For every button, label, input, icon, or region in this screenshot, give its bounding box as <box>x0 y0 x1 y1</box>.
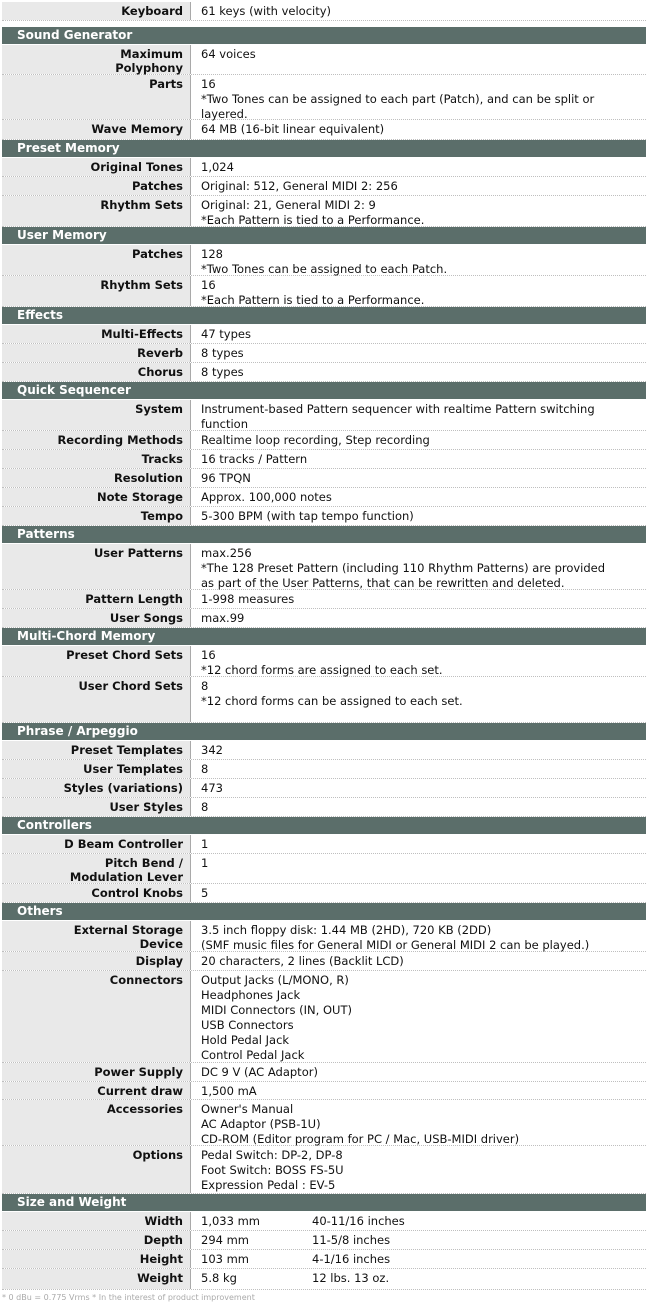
spec-row-pitch-bend-modulation-lever <box>2 854 646 884</box>
spec-label: Pitch Bend / Modulation Lever <box>2 854 191 883</box>
spec-row-tracks <box>2 450 646 469</box>
spec-value-line: *12 chord forms can be assigned to each set. <box>201 694 463 708</box>
spec-label: Parts <box>2 75 191 119</box>
spec-value <box>201 400 642 432</box>
spec-value <box>201 921 642 953</box>
spec-row-multi-effects <box>2 325 646 344</box>
spec-label: Maximum Polyphony <box>2 45 191 74</box>
spec-row-external-storage-device <box>2 921 646 952</box>
imperial-value: 11-5/8 inches <box>312 1233 391 1247</box>
spec-value <box>201 544 642 591</box>
spec-value-line: 1,500 mA <box>201 1084 257 1098</box>
spec-label: User Patterns <box>2 544 191 589</box>
spec-value <box>201 609 642 626</box>
spec-row-tempo <box>2 507 646 526</box>
section-header-controllers: Controllers <box>2 817 646 834</box>
spec-value <box>201 45 642 62</box>
spec-value-line: 3.5 inch floppy disk: 1.44 MB (2HD), 720 KB (2DD) <box>201 923 492 937</box>
spec-label: User Styles <box>2 798 191 816</box>
spec-value <box>201 1269 642 1286</box>
spec-value-line: 8 types <box>201 346 244 360</box>
spec-row-current-draw <box>2 1082 646 1100</box>
section-header-user-memory: User Memory <box>2 227 646 244</box>
spec-value <box>201 741 642 758</box>
section-header-quick-sequencer: Quick Sequencer <box>2 382 646 399</box>
spec-value <box>201 779 642 796</box>
spec-label: Patches <box>2 177 191 195</box>
section-header-effects: Effects <box>2 307 646 324</box>
spec-value-line: 8 <box>201 679 209 693</box>
spec-value-line: *The 128 Preset Pattern (including 110 Rhythm Patterns) are provided <box>201 561 606 575</box>
spec-row-weight <box>2 1269 646 1290</box>
spec-value <box>201 431 642 448</box>
spec-value <box>201 120 642 137</box>
spec-value-line: Output Jacks (L/MONO, R) <box>201 973 349 987</box>
spec-label: Height <box>2 1250 191 1268</box>
spec-label: Multi-Effects <box>2 325 191 343</box>
spec-row-width <box>2 1212 646 1231</box>
spec-value-line: 16 tracks / Pattern <box>201 452 308 466</box>
spec-value <box>201 507 642 524</box>
spec-value-line: 64 MB (16-bit linear equivalent) <box>201 122 385 136</box>
spec-value <box>201 1231 642 1248</box>
spec-row-styles-variations <box>2 779 646 798</box>
spec-value-line: 8 <box>201 800 209 814</box>
spec-label: User Templates <box>2 760 191 778</box>
spec-value-line: 5 <box>201 886 209 900</box>
footer-note: * 0 dBu = 0.775 Vrms * In the interest of product improvement <box>2 1293 255 1302</box>
spec-label: Depth <box>2 1231 191 1249</box>
spec-label: Recording Methods <box>2 431 191 449</box>
spec-row-keyboard <box>2 2 646 21</box>
section-header-others: Others <box>2 903 646 920</box>
spec-value <box>201 590 642 607</box>
spec-label: Connectors <box>2 971 191 1062</box>
spec-label: Note Storage <box>2 488 191 506</box>
spec-value-line: 1,024 <box>201 160 234 174</box>
spec-value-line: 16 <box>201 648 216 662</box>
spec-value <box>201 344 642 361</box>
spec-label: Reverb <box>2 344 191 362</box>
spec-value-line: USB Connectors <box>201 1018 294 1032</box>
spec-value-line: 16 <box>201 77 216 91</box>
spec-label: Control Knobs <box>2 884 191 902</box>
spec-row-control-knobs <box>2 884 646 903</box>
spec-label: Pattern Length <box>2 590 191 608</box>
spec-value <box>201 2 642 19</box>
spec-row-system <box>2 400 646 431</box>
spec-value-line: 128 <box>201 247 223 261</box>
spec-row-preset-chord-sets <box>2 646 646 677</box>
spec-value-line: 47 types <box>201 327 251 341</box>
spec-row-pattern-length <box>2 590 646 609</box>
spec-value-line: as part of the User Patterns, that can be rewritten and deleted. <box>201 576 565 590</box>
spec-label: Wave Memory <box>2 120 191 139</box>
spec-label: Patches <box>2 245 191 275</box>
spec-value <box>201 363 642 380</box>
spec-value <box>201 677 642 709</box>
spec-value-line: Foot Switch: BOSS FS-5U <box>201 1163 344 1177</box>
spec-label: Display <box>2 952 191 970</box>
spec-value <box>201 646 642 678</box>
spec-row-user-songs <box>2 609 646 628</box>
spec-label: User Chord Sets <box>2 677 191 722</box>
spec-label: Original Tones <box>2 158 191 176</box>
section-header-patterns: Patterns <box>2 526 646 543</box>
spec-row-display <box>2 952 646 971</box>
spec-value <box>201 158 642 175</box>
spec-row-recording-methods <box>2 431 646 450</box>
spec-row-preset-templates <box>2 741 646 760</box>
spec-label: Preset Templates <box>2 741 191 759</box>
spec-value-line: 473 <box>201 781 223 795</box>
spec-value-line: 96 TPQN <box>201 471 251 485</box>
spec-row-user-templates <box>2 760 646 779</box>
spec-value <box>201 488 642 505</box>
spec-value <box>201 1082 642 1099</box>
spec-row-depth <box>2 1231 646 1250</box>
spec-label: Chorus <box>2 363 191 381</box>
section-header-size-and-weight: Size and Weight <box>2 1194 646 1211</box>
spec-value-line: *Each Pattern is tied to a Performance. <box>201 293 425 307</box>
spec-value-line: 16 <box>201 278 216 292</box>
spec-label: Width <box>2 1212 191 1230</box>
spec-value-line: 8 types <box>201 365 244 379</box>
metric-value: 1,033 mm <box>201 1214 260 1228</box>
section-header-sound-generator: Sound Generator <box>2 27 646 44</box>
spec-value-line: MIDI Connectors (IN, OUT) <box>201 1003 352 1017</box>
spec-value <box>201 469 642 486</box>
spec-value <box>201 1100 642 1147</box>
spec-label: Styles (variations) <box>2 779 191 797</box>
spec-value <box>201 1212 642 1229</box>
spec-label: Preset Chord Sets <box>2 646 191 676</box>
spec-value <box>201 971 642 1063</box>
spec-label: User Songs <box>2 609 191 627</box>
spec-value <box>201 325 642 342</box>
spec-value <box>201 75 642 122</box>
spec-row-maximum-polyphony <box>2 45 646 75</box>
spec-value-line: function <box>201 417 248 431</box>
spec-value-line: 342 <box>201 743 223 757</box>
spec-value-line: Owner's Manual <box>201 1102 294 1116</box>
spec-value-line: (SMF music files for General MIDI or General MIDI 2 can be played.) <box>201 938 590 952</box>
spec-label: Rhythm Sets <box>2 196 191 226</box>
spec-label: Resolution <box>2 469 191 487</box>
spec-value <box>201 196 642 228</box>
spec-value <box>201 245 642 277</box>
spec-value-line: *Two Tones can be assigned to each Patch. <box>201 262 448 276</box>
spec-value-line: 20 characters, 2 lines (Backlit LCD) <box>201 954 404 968</box>
spec-label: Tempo <box>2 507 191 525</box>
metric-value: 103 mm <box>201 1252 250 1266</box>
spec-row-patches <box>2 245 646 276</box>
spec-row-rhythm-sets <box>2 276 646 307</box>
spec-value-line <box>201 1233 642 1248</box>
spec-label: External Storage Device <box>2 921 191 951</box>
spec-label: Accessories <box>2 1100 191 1145</box>
imperial-value: 4-1/16 inches <box>312 1252 391 1266</box>
spec-row-reverb <box>2 344 646 363</box>
spec-value-line: 61 keys (with velocity) <box>201 4 332 18</box>
spec-row-user-styles <box>2 798 646 817</box>
spec-row-accessories <box>2 1100 646 1146</box>
spec-row-connectors <box>2 971 646 1063</box>
spec-row-chorus <box>2 363 646 382</box>
spec-label: Options <box>2 1146 191 1193</box>
spec-value <box>201 952 642 969</box>
spec-label: Rhythm Sets <box>2 276 191 306</box>
spec-value-line: Expression Pedal : EV-5 <box>201 1178 336 1192</box>
spec-value-line: 64 voices <box>201 47 256 61</box>
spec-row-patches <box>2 177 646 196</box>
spec-value <box>201 177 642 194</box>
spec-label: Keyboard <box>2 2 191 20</box>
spec-label: D Beam Controller <box>2 835 191 853</box>
spec-value-line: 1-998 measures <box>201 592 295 606</box>
spec-value-line: Headphones Jack <box>201 988 301 1002</box>
spec-value-line: AC Adaptor (PSB-1U) <box>201 1117 321 1131</box>
spec-value-line: Realtime loop recording, Step recording <box>201 433 430 447</box>
spec-value-line: Pedal Switch: DP-2, DP-8 <box>201 1148 343 1162</box>
spec-value-line: Control Pedal Jack <box>201 1048 305 1062</box>
spec-row-rhythm-sets <box>2 196 646 227</box>
spec-value-line: Instrument-based Pattern sequencer with realtime Pattern switching <box>201 402 595 416</box>
spec-value <box>201 760 642 777</box>
imperial-value: 12 lbs. 13 oz. <box>312 1271 390 1285</box>
spec-value <box>201 450 642 467</box>
spec-row-height <box>2 1250 646 1269</box>
spec-value-line: DC 9 V (AC Adaptor) <box>201 1065 318 1079</box>
spec-label: Weight <box>2 1269 191 1289</box>
spec-row-power-supply <box>2 1063 646 1082</box>
imperial-value: 40-11/16 inches <box>312 1214 405 1228</box>
section-header-preset-memory: Preset Memory <box>2 140 646 157</box>
spec-value <box>201 854 642 871</box>
spec-row-note-storage <box>2 488 646 507</box>
spec-value <box>201 1063 642 1080</box>
spec-value <box>201 798 642 815</box>
spec-row-parts <box>2 75 646 120</box>
spec-value-line: *12 chord forms are assigned to each set. <box>201 663 443 677</box>
spec-row-options <box>2 1146 646 1194</box>
spec-value-line: layered. <box>201 107 248 121</box>
spec-value-line: Hold Pedal Jack <box>201 1033 290 1047</box>
spec-row-resolution <box>2 469 646 488</box>
spec-value <box>201 1250 642 1267</box>
spec-value-line: max.256 <box>201 546 252 560</box>
spec-value-line: Original: 512, General MIDI 2: 256 <box>201 179 398 193</box>
spec-value-line <box>201 1214 642 1229</box>
spec-label: System <box>2 400 191 430</box>
spec-value-line: 5-300 BPM (with tap tempo function) <box>201 509 414 523</box>
spec-label: Current draw <box>2 1082 191 1099</box>
spec-row-d-beam-controller <box>2 835 646 854</box>
spec-value-line: CD-ROM (Editor program for PC / Mac, USB-MIDI driver) <box>201 1132 520 1146</box>
section-header-multi-chord-memory: Multi-Chord Memory <box>2 628 646 645</box>
spec-label: Tracks <box>2 450 191 468</box>
section-header-phrase-arpeggio: Phrase / Arpeggio <box>2 723 646 740</box>
metric-value: 294 mm <box>201 1233 250 1247</box>
spec-value-line: 8 <box>201 762 209 776</box>
spec-row-user-chord-sets <box>2 677 646 723</box>
spec-row-original-tones <box>2 158 646 177</box>
metric-value: 5.8 kg <box>201 1271 237 1285</box>
spec-row-wave-memory <box>2 120 646 140</box>
spec-value-line <box>201 1252 642 1267</box>
spec-value-line <box>201 1271 642 1286</box>
spec-value <box>201 276 642 308</box>
spec-value-line: *Each Pattern is tied to a Performance. <box>201 213 425 227</box>
spec-value-line: 1 <box>201 837 209 851</box>
spec-value-line: Approx. 100,000 notes <box>201 490 332 504</box>
spec-value <box>201 1146 642 1193</box>
spec-value <box>201 884 642 901</box>
spec-value-line: Original: 21, General MIDI 2: 9 <box>201 198 376 212</box>
spec-value-line: max.99 <box>201 611 245 625</box>
spec-value-line: *Two Tones can be assigned to each part (Patch), and can be split or <box>201 92 595 106</box>
spec-value <box>201 835 642 852</box>
spec-row-user-patterns <box>2 544 646 590</box>
spec-value-line: 1 <box>201 856 209 870</box>
spec-label: Power Supply <box>2 1063 191 1081</box>
